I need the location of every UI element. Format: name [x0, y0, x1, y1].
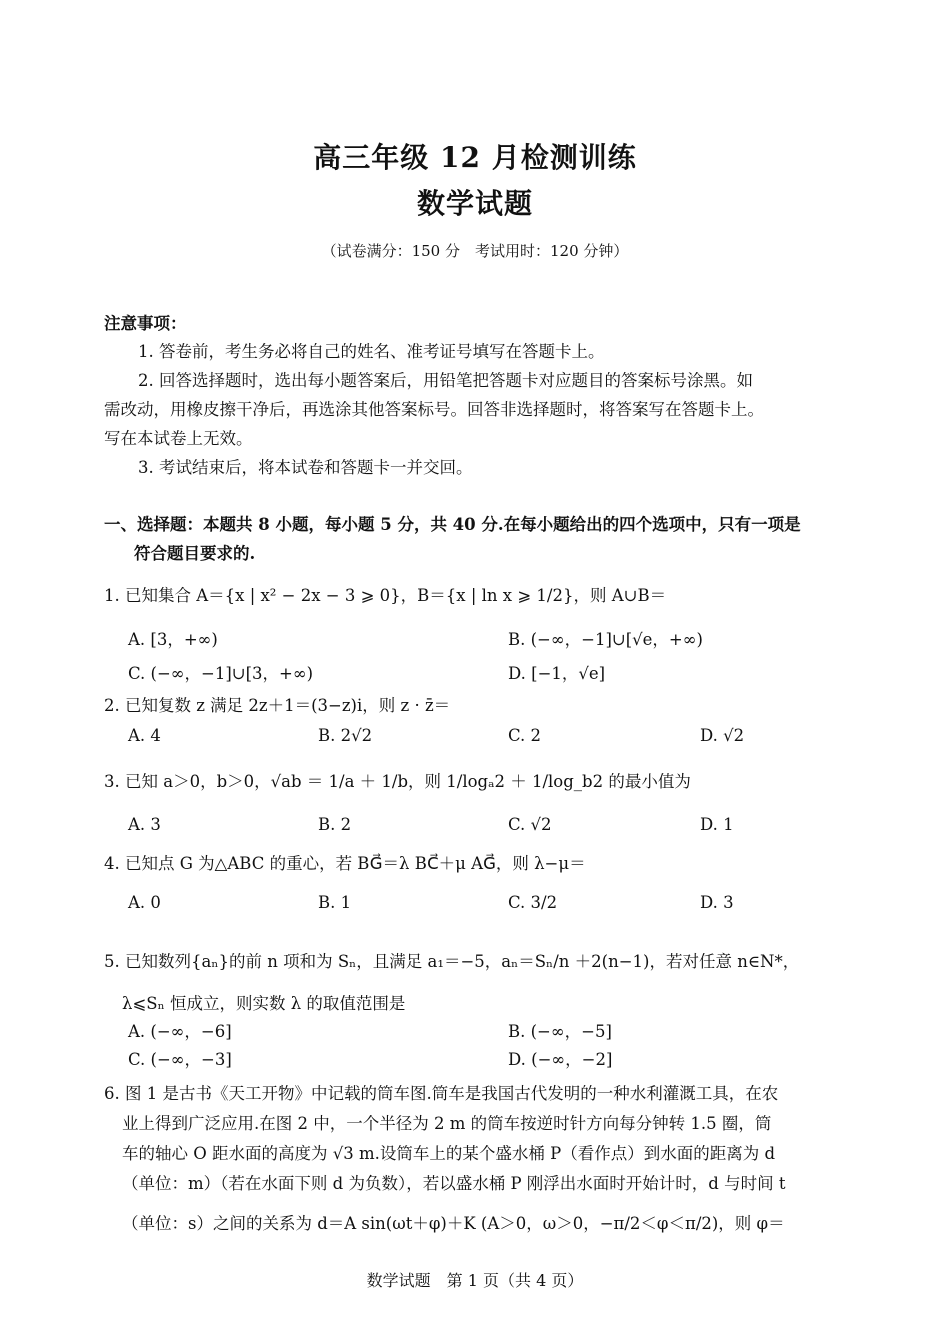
question-4-option-c: C. 3/2: [508, 893, 558, 912]
question-1-option-c: C. (−∞，−1]∪[3，+∞): [128, 664, 314, 683]
question-5-option-d: D. (−∞，−2]: [508, 1050, 613, 1069]
section-heading: 一、选择题：本题共 8 小题，每小题 5 分，共 40 分.在每小题给出的四个选项中，只有一项是: [104, 515, 801, 534]
notice-line: 写在本试卷上无效。: [104, 429, 253, 448]
question-2-option-d: D. √2: [700, 726, 745, 745]
exam-meta: （试卷满分：150 分 考试用时：120 分钟）: [321, 242, 629, 260]
exam-title: 高三年级 12 月检测训练: [313, 141, 637, 174]
question-2-option-c: C. 2: [508, 726, 542, 745]
question-4-option-a: A. 0: [128, 893, 161, 912]
question-1-option-a: A. [3，+∞): [128, 630, 218, 649]
question-5-option-b: B. (−∞，−5]: [508, 1022, 612, 1041]
question-1-option-d: D. [−1，√e]: [508, 664, 606, 683]
question-6-stem-cont: （单位：s）之间的关系为 d＝A sin(ωt＋φ)＋K (A＞0，ω＞0，−π/2＜φ＜π/2)，则 φ＝: [122, 1214, 785, 1233]
question-3-option-d: D. 1: [700, 815, 734, 834]
question-4-option-b: B. 1: [318, 893, 352, 912]
notice-line: 3. 考试结束后，将本试卷和答题卡一并交回。: [138, 458, 473, 477]
question-4-stem: 4. 已知点 G 为△ABC 的重心，若 BG⃗＝λ BC⃗＋μ AG⃗，则 λ−μ＝: [104, 854, 586, 873]
exam-subtitle: 数学试题: [416, 187, 533, 220]
notice-heading: 注意事项：: [104, 314, 187, 333]
question-3-option-b: B. 2: [318, 815, 352, 834]
question-5-stem: 5. 已知数列{aₙ}的前 n 项和为 Sₙ，且满足 a₁＝−5，aₙ＝Sₙ/n ＋2(n−1)，若对任意 n∈N*，: [104, 952, 800, 971]
section-heading-cont: 符合题目要求的.: [134, 544, 256, 563]
question-6-stem-cont: （单位：m）（若在水面下则 d 为负数），若以盛水桶 P 刚浮出水面时开始计时，d 与时间 t: [122, 1174, 786, 1193]
question-3-option-c: C. √2: [508, 815, 552, 834]
question-6-stem-cont: 车的轴心 O 距水面的高度为 √3 m.设筒车上的某个盛水桶 P（看作点）到水面的距离为 d: [122, 1144, 776, 1163]
question-6-stem-cont: 业上得到广泛应用.在图 2 中，一个半径为 2 m 的筒车按逆时针方向每分钟转 1.5 圈，筒: [122, 1114, 772, 1133]
question-5-stem-cont: λ⩽Sₙ 恒成立，则实数 λ 的取值范围是: [122, 994, 406, 1013]
notice-line: 2. 回答选择题时，选出每小题答案后，用铅笔把答题卡对应题目的答案标号涂黑。如: [138, 371, 753, 390]
question-5-option-a: A. (−∞，−6]: [128, 1022, 232, 1041]
question-5-option-c: C. (−∞，−3]: [128, 1050, 232, 1069]
page-footer: 数学试题 第 1 页（共 4 页）: [366, 1271, 584, 1290]
question-4-option-d: D. 3: [700, 893, 734, 912]
question-2-stem: 2. 已知复数 z 满足 2z＋1＝(3−z)i，则 z · z̄＝: [104, 696, 451, 715]
question-3-stem: 3. 已知 a＞0，b＞0，√ab ＝ 1/a ＋ 1/b，则 1/logₐ2 ＋ 1/log_b2 的最小值为: [104, 772, 691, 791]
question-2-option-b: B. 2√2: [318, 726, 373, 745]
question-1-option-b: B. (−∞，−1]∪[√e，+∞): [508, 630, 703, 649]
question-2-option-a: A. 4: [128, 726, 161, 745]
notice-line: 需改动，用橡皮擦干净后，再选涂其他答案标号。回答非选择题时，将答案写在答题卡上。: [104, 400, 764, 419]
question-6-stem: 6. 图 1 是古书《天工开物》中记载的筒车图.筒车是我国古代发明的一种水利灌溉工具，在农: [104, 1084, 779, 1103]
question-3-option-a: A. 3: [128, 815, 161, 834]
question-1-stem: 1. 已知集合 A＝{x | x² − 2x − 3 ⩾ 0}，B＝{x | ln x ⩾ 1/2}，则 A∪B＝: [104, 586, 667, 605]
notice-line: 1. 答卷前，考生务必将自己的姓名、准考证号填写在答题卡上。: [138, 342, 605, 361]
